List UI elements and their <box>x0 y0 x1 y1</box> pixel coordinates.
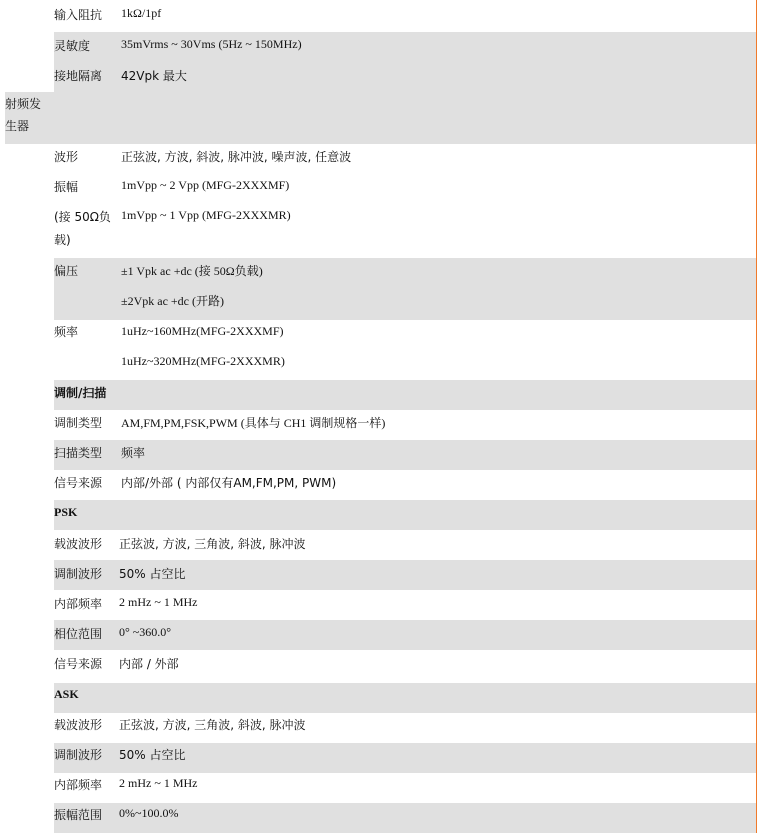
spec-value: 正弦波, 方波, 三角波, 斜波, 脉冲波 <box>119 718 306 732</box>
spec-value: 内部/外部 ( 内部仅有AM,FM,PM, PWM) <box>121 476 337 490</box>
spec-label: 载波波形 <box>54 537 103 551</box>
spec-row-ground-isolation <box>54 62 756 144</box>
section-header-ask <box>54 683 756 713</box>
spec-label-line2: 载) <box>54 233 71 247</box>
section-header-psk <box>54 500 756 530</box>
spec-label: 扫描类型 <box>54 446 103 460</box>
spec-value: 1mVpp ~ 1 Vpp (MFG-2XXXMR) <box>121 208 291 222</box>
spec-row-amplitude-50ohm <box>54 204 756 258</box>
spec-row-psk-int-freq <box>54 590 756 620</box>
spec-value: 2 mHz ~ 1 MHz <box>119 595 198 609</box>
spec-row-ask-mod-wave <box>54 743 756 773</box>
spec-label: 信号来源 <box>54 476 103 490</box>
spec-label: 调制类型 <box>54 416 103 430</box>
section-header-modulation-sweep <box>54 380 756 410</box>
spec-row-sensitivity <box>54 32 756 62</box>
spec-value: AM,FM,PM,FSK,PWM (具体与 CH1 调制规格一样) <box>121 416 386 430</box>
spec-row-input-impedance <box>54 0 756 32</box>
spec-label: 频率 <box>54 325 79 339</box>
spec-label-line1: (接 50Ω负 <box>54 210 111 224</box>
spec-value: 50% 占空比 <box>119 567 186 581</box>
spec-label: 输入阻抗 <box>54 8 103 22</box>
section-title: 调制/扫描 <box>54 386 107 400</box>
spec-label: 调制波形 <box>54 567 103 581</box>
spec-label: 内部频率 <box>54 778 103 792</box>
spec-row-frequency <box>54 320 756 380</box>
section-label-line1: 射频发 <box>5 97 42 111</box>
spec-label: 相位范围 <box>54 627 103 641</box>
spec-value-1: 1uHz~160MHz(MFG-2XXXMF) <box>121 324 284 338</box>
spec-value: 频率 <box>121 446 146 460</box>
spec-label: 振幅范围 <box>54 808 103 822</box>
spec-row-psk-carrier <box>54 530 756 560</box>
spec-value-2: ±2Vpk ac +dc (开路) <box>121 294 224 308</box>
section-label-rf-generator <box>5 92 54 144</box>
spec-label: 信号来源 <box>54 657 103 671</box>
spec-row-psk-phase <box>54 620 756 650</box>
spec-row-waveform <box>54 144 756 174</box>
spec-value-1: ±1 Vpk ac +dc (接 50Ω负载) <box>121 264 263 278</box>
spec-row-modulation-type <box>54 410 756 440</box>
spec-label: 灵敏度 <box>54 39 91 53</box>
spec-label: 内部频率 <box>54 597 103 611</box>
spec-value: 50% 占空比 <box>119 748 186 762</box>
spec-row-psk-source <box>54 650 756 683</box>
spec-value: 2 mHz ~ 1 MHz <box>119 776 198 790</box>
spec-row-amplitude <box>54 174 756 204</box>
spec-label: 波形 <box>54 150 79 164</box>
section-label-line2: 生器 <box>5 119 30 133</box>
spec-row-ask-amp-range <box>54 803 756 833</box>
spec-row-signal-source <box>54 470 756 500</box>
spec-value: 35mVrms ~ 30Vms (5Hz ~ 150MHz) <box>121 37 302 51</box>
spec-value: 42Vpk 最大 <box>121 69 187 83</box>
spec-value: 0° ~360.0° <box>119 625 172 639</box>
spec-label: 载波波形 <box>54 718 103 732</box>
spec-value: 正弦波, 方波, 斜波, 脉冲波, 噪声波, 任意波 <box>121 150 352 164</box>
spec-row-ask-int-freq <box>54 773 756 803</box>
spec-value: 1mVpp ~ 2 Vpp (MFG-2XXXMF) <box>121 178 290 192</box>
spec-row-offset <box>54 258 756 320</box>
section-title: PSK <box>54 505 78 519</box>
spec-label: 振幅 <box>54 180 79 194</box>
section-title: ASK <box>54 687 79 701</box>
spec-value-2: 1uHz~320MHz(MFG-2XXXMR) <box>121 354 285 368</box>
spec-label: 接地隔离 <box>54 69 103 83</box>
spec-value: 0%~100.0% <box>119 806 179 820</box>
spec-row-ask-carrier <box>54 713 756 743</box>
spec-value: 内部 / 外部 <box>119 657 179 671</box>
spec-row-sweep-type <box>54 440 756 470</box>
spec-value: 正弦波, 方波, 三角波, 斜波, 脉冲波 <box>119 537 306 551</box>
spec-value: 1kΩ/1pf <box>121 6 162 20</box>
spec-row-psk-mod-wave <box>54 560 756 590</box>
spec-label: 偏压 <box>54 264 79 278</box>
spec-label: 调制波形 <box>54 748 103 762</box>
